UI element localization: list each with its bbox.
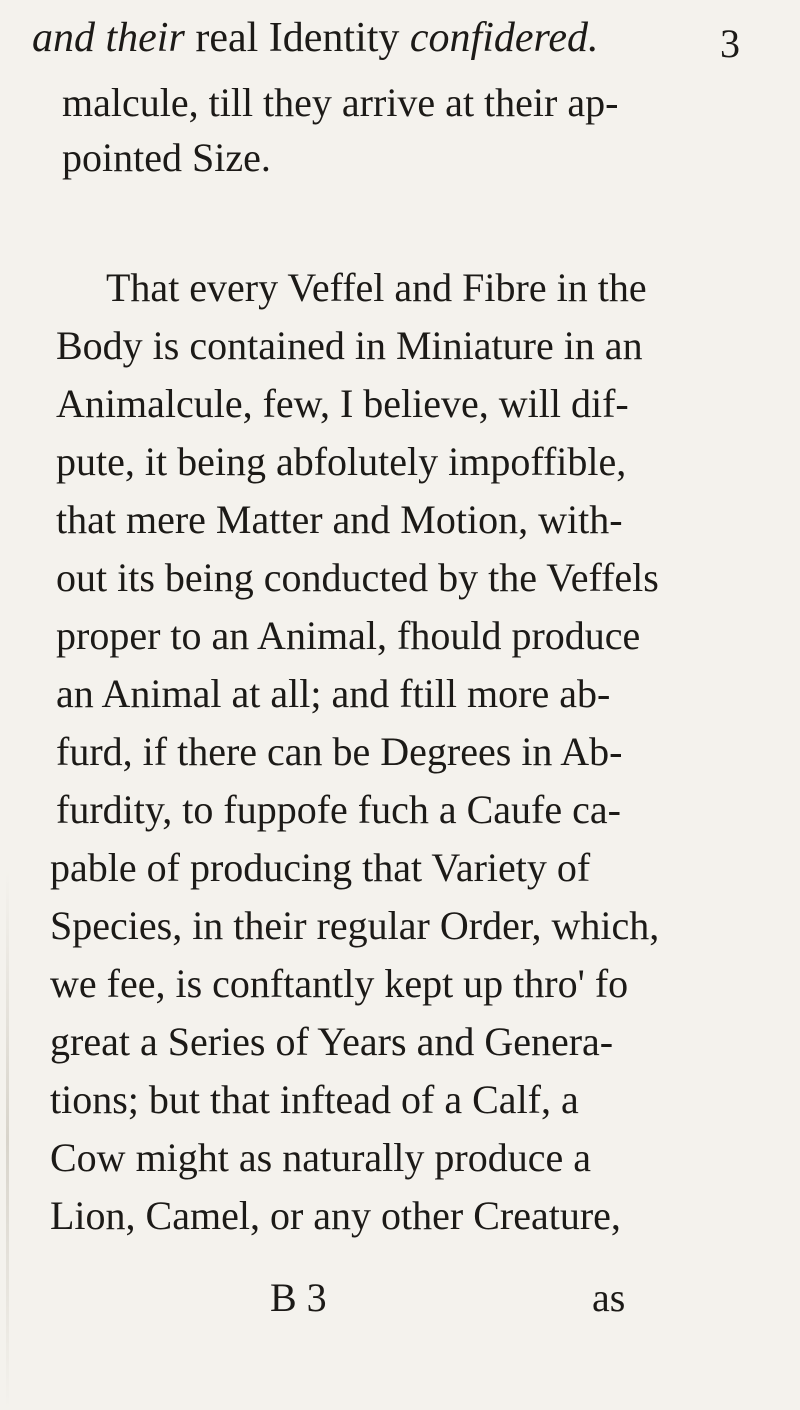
page-number: 3 xyxy=(720,21,740,66)
running-header xyxy=(32,8,772,68)
catchword: as xyxy=(592,1275,626,1320)
signature-mark: B 3 xyxy=(270,1275,327,1320)
text-line: Cow might as naturally produce a xyxy=(50,1135,591,1180)
header-italic-end: confidered. xyxy=(409,15,599,61)
binding-shadow xyxy=(6,870,9,1410)
text-line: furd, if there can be Degrees in Ab- xyxy=(56,729,623,774)
text-line: we fee, is conftantly kept up thro' fo xyxy=(50,961,629,1006)
text-line: pable of producing that Variety of xyxy=(50,845,591,890)
text-line: Lion, Camel, or any other Creature, xyxy=(50,1193,621,1238)
text-line: that mere Matter and Motion, with- xyxy=(56,497,623,542)
text-line: That every Veffel and Fibre in the xyxy=(106,265,647,310)
text-line: an Animal at all; and ftill more ab- xyxy=(56,671,611,716)
text-line: tions; but that inftead of a Calf, a xyxy=(50,1077,579,1122)
text-line: Animalcule, few, I believe, will dif- xyxy=(56,381,629,426)
header-italic-start: and their xyxy=(32,15,185,61)
text-line: out its being conducted by the Veffels xyxy=(56,555,659,600)
text-line: malcule, till they arrive at their ap- xyxy=(62,80,619,125)
text-line: furdity, to fuppofe fuch a Caufe ca- xyxy=(56,787,621,832)
text-line: great a Series of Years and Genera- xyxy=(50,1019,614,1064)
header-roman-middle: real Identity xyxy=(184,15,410,61)
text-line: pointed Size. xyxy=(62,135,271,180)
text-line: Body is contained in Miniature in an xyxy=(56,323,643,368)
text-line: proper to an Animal, fhould produce xyxy=(56,613,641,658)
text-line: Species, in their regular Order, which, xyxy=(50,903,660,948)
text-line: pute, it being abfolutely impoffible, xyxy=(56,439,627,484)
